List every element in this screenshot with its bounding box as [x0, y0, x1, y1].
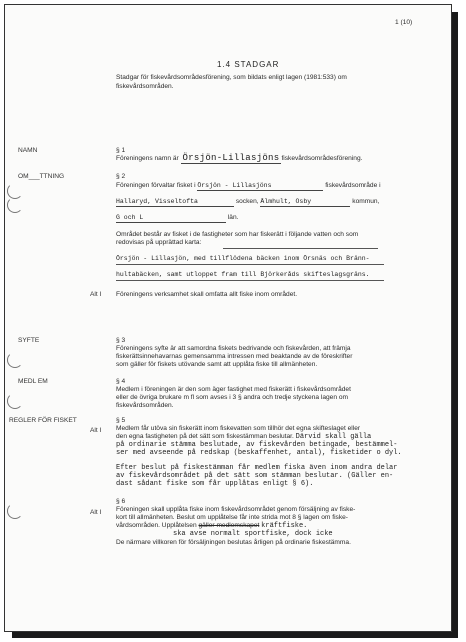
margin-label-alt: Alt I	[90, 509, 102, 516]
s5-typed: ser med avseende på redskap (beskaffenhet, antal), fisketider o dyl.	[116, 449, 402, 457]
s6-line: Föreningen skall upplåta fiske inom fiskevårdsområdet genom försäljning av fiske-	[116, 506, 356, 513]
s2-alt-text: Föreningens verksamhet skall omfatta allt fiske inom området.	[116, 291, 298, 298]
document-page	[4, 4, 452, 632]
margin-label-namn: NAMN	[18, 147, 38, 154]
s2-line-2	[116, 198, 379, 207]
section-number: § 4	[116, 378, 126, 385]
punch-hole-mark	[7, 393, 23, 409]
intro-line-1: Stadgar för fiskevårdsområdesförening, som bildats enligt lagen (1981:533) om	[116, 74, 347, 81]
s5-typed: Därvid skall gälla	[295, 433, 372, 441]
margin-label-regler: REGLER FÖR FISKET	[9, 417, 77, 424]
s2-area-text: Området består av fisket i de fastigheter som har fiskerätt i följande vatten och som	[116, 231, 359, 238]
margin-label-syfte: SYFTE	[18, 337, 40, 344]
s2-text: fiskevårdsområde i	[325, 182, 381, 189]
punch-hole-mark	[7, 503, 23, 519]
margin-label-alt: Alt I	[90, 427, 102, 434]
s1-tail: fiskevårdsområdesförening.	[281, 155, 363, 162]
section-number: § 6	[116, 498, 126, 505]
margin-label-medlem: MEDL EM	[18, 378, 48, 385]
margin-label-alt: Alt I	[90, 291, 102, 298]
s3-line: Föreningens syfte är att samordna fiskets bedrivande och fiskevården, att främja	[116, 345, 351, 352]
s6-struck-text: gäller medlemskapet	[198, 522, 260, 529]
s5-typed: dast sådant fiske som får upplåtas enligt § 6).	[116, 480, 314, 488]
s2-line-3	[116, 214, 238, 223]
s6-typed: kräftfiske.	[261, 522, 308, 530]
s2-line-1	[116, 182, 381, 191]
section-number: § 5	[116, 417, 126, 424]
s5-typed: av fiskevårdsområdet på det sätt som stämman beslutar. (Gäller en-	[116, 472, 394, 480]
s1-line	[116, 154, 362, 163]
fill-in-line	[116, 264, 384, 265]
s4-line: eller de övriga brukare m fl som avses i 3 § andra och tredje styckena lagen om	[116, 394, 348, 401]
s4-line: fiskevårdsområden.	[116, 402, 174, 409]
s5-typed: Efter beslut på fiskestämman får medlem fiska även inom andra delar	[116, 464, 398, 472]
s2-text: kommun,	[352, 198, 380, 205]
s2-text: Föreningen förvaltar fisket i	[116, 182, 196, 189]
parish-field: Hallaryd, Visseltofta	[116, 198, 234, 207]
page-number: 1 (10)	[395, 19, 413, 26]
punch-hole-mark	[7, 352, 23, 368]
s1-lead: Föreningens namn är	[116, 155, 179, 162]
s6-line: De närmare villkoren för försäljningen beslutas årligen på ordinarie fiskestämma.	[116, 539, 351, 546]
s5-text: den egna fastigheten på det sätt som fiskestämman beslutar.	[116, 433, 294, 440]
area-name-field: Örsjön - Lillasjöns	[197, 182, 323, 191]
margin-label-omfattning: OM___TTNING	[18, 173, 65, 180]
punch-hole-mark	[7, 197, 23, 213]
s5-line: Medlem får utöva sin fiskerätt inom fiskevatten som tillhör det egna skifteslaget eller	[116, 425, 361, 432]
s2-text: län.	[227, 214, 239, 221]
fill-in-line	[223, 248, 378, 249]
section-number: § 1	[116, 147, 126, 154]
s3-line: fiskerättsinnehavarnas gemensamma intressen med beaktande av de föreskrifter	[116, 353, 353, 360]
s2-text: socken,	[235, 198, 259, 205]
municipality-field: Älmhult, Osby	[260, 198, 350, 207]
s3-line: som gäller för fiskets utövande samt att upplåta fiske till allmänheten.	[116, 361, 318, 368]
waters-field: Örsjön - Lillasjön, med tillflödena bäcken inom Örsnäs och Bränn-	[116, 255, 370, 262]
fill-in-line	[116, 280, 384, 281]
page-title: 1.4 STADGAR	[217, 60, 280, 69]
waters-field: hultabäcken, samt utloppet fram till Björkeråds skifteslagsgräns.	[116, 271, 370, 278]
s5-typed: på ordinarie stämma beslutade, av fiskevården betingade, bestämmel-	[116, 441, 398, 449]
s6-typed: ska avse normalt sportfiske, dock icke	[173, 530, 333, 538]
s6-text: vårdsområden. Upplåtelsen	[116, 522, 197, 529]
intro-line-2: fiskevårdsområden.	[116, 83, 174, 90]
county-field: G och L	[116, 214, 226, 223]
s6-line: kort till allmänheten. Beslut om upplåtelse får inte strida mot 8 § lagen om fiske-	[116, 514, 348, 521]
section-number: § 3	[116, 337, 126, 344]
s2-area-text: redovisas på upprättad karta:	[116, 239, 202, 246]
association-name-field: Örsjön-Lillasjöns	[182, 153, 280, 163]
section-number: § 2	[116, 173, 126, 180]
s4-line: Medlem i föreningen är den som äger fastighet med fiskerätt i fiskevårdsområdet	[116, 386, 351, 393]
